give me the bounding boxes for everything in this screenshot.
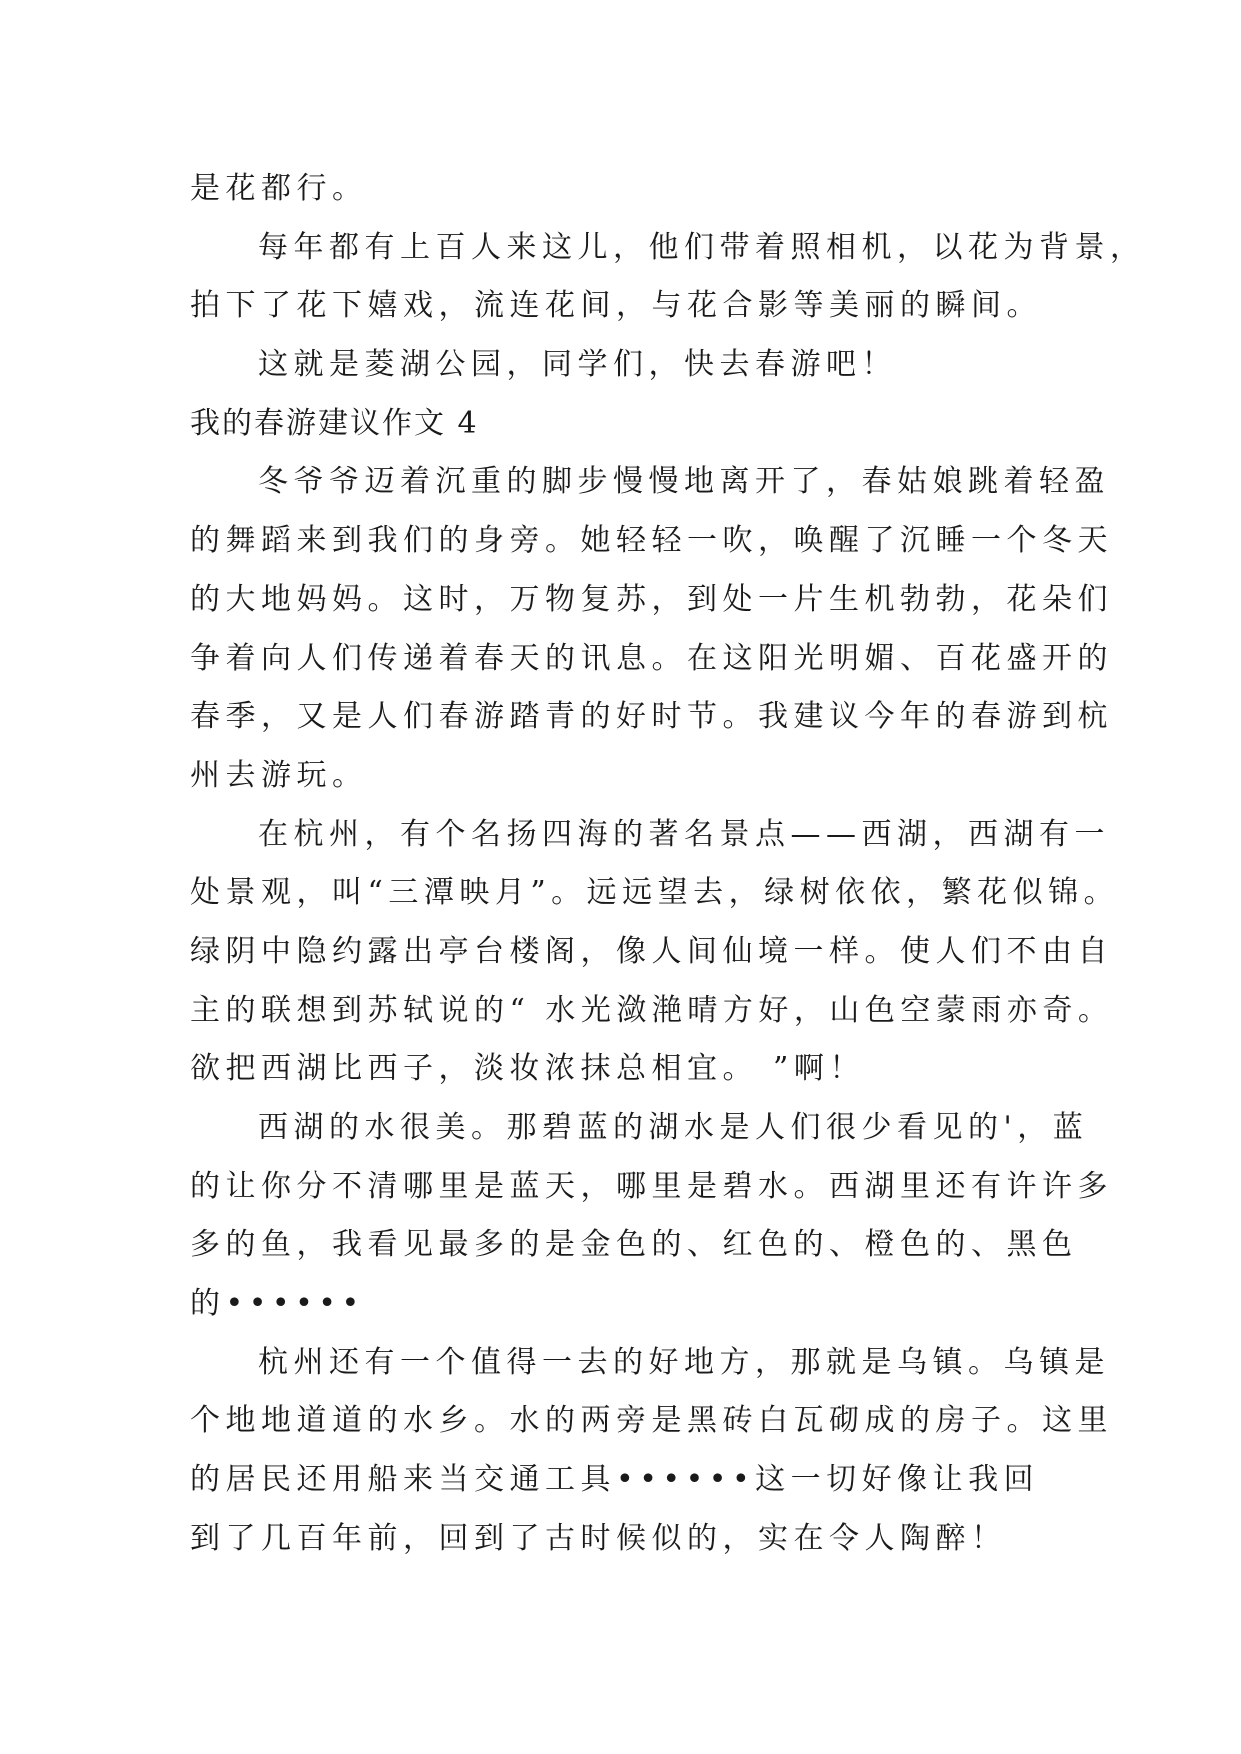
- paragraph-first-line: 在杭州，有个名扬四海的著名景点——西湖，西湖有一: [258, 816, 1110, 852]
- text-line: 是花都行。: [190, 171, 368, 206]
- text-line: 的••••••: [190, 1286, 365, 1322]
- document-page: [190, 160, 1146, 1569]
- paragraph-first-line: 杭州还有一个值得一去的好地方，那就是乌镇。乌镇是: [258, 1344, 1110, 1380]
- text-line: 州去游玩。: [190, 757, 368, 793]
- text-line: 的舞蹈来到我们的身旁。她轻轻一吹，唤醒了沉睡一个冬天: [190, 523, 1113, 559]
- section-heading: 我的春游建议作文 4: [190, 405, 479, 441]
- text-line: 拍下了花下嬉戏，流连花间，与花合影等美丽的瞬间。: [190, 288, 1042, 324]
- text-line: 到了几百年前，回到了古时候似的，实在令人陶醉！: [190, 1520, 1007, 1556]
- text-line: 主的联想到苏轼说的“ 水光潋滟晴方好，山色空蒙雨亦奇。: [190, 992, 1114, 1028]
- text-line: 的让你分不清哪里是蓝天，哪里是碧水。西湖里还有许许多: [190, 1168, 1113, 1204]
- text-line: 欲把西湖比西子，淡妆浓抹总相宜。 ”啊！: [190, 1051, 865, 1087]
- text-line: 多的鱼，我看见最多的是金色的、红色的、橙色的、黑色: [190, 1227, 1078, 1263]
- text-line: 个地地道道的水乡。水的两旁是黑砖白瓦砌成的房子。这里: [190, 1403, 1113, 1439]
- text-line: 的大地妈妈。这时，万物复苏，到处一片生机勃勃，花朵们: [190, 581, 1113, 617]
- text-line: 春季，又是人们春游踏青的好时节。我建议今年的春游到杭: [190, 699, 1113, 735]
- text-line: 的居民还用船来当交通工具••••••这一切好像让我回: [190, 1462, 1040, 1498]
- paragraph-first-line: 每年都有上百人来这儿，他们带着照相机，以花为背景，: [258, 229, 1146, 265]
- paragraph-first-line: 这就是菱湖公园，同学们，快去春游吧！: [258, 347, 897, 383]
- text-line: 绿阴中隐约露出亭台楼阁，像人间仙境一样。使人们不由自: [190, 933, 1113, 969]
- text-line: 争着向人们传递着春天的讯息。在这阳光明媚、百花盛开的: [190, 640, 1113, 676]
- text-line: 处景观，叫“三潭映月”。远远望去，绿树依依，繁花似锦。: [190, 875, 1120, 911]
- paragraph-first-line: 冬爷爷迈着沉重的脚步慢慢地离开了，春姑娘跳着轻盈: [258, 464, 1110, 500]
- paragraph-first-line: 西湖的水很美。那碧蓝的湖水是人们很少看见的'，蓝: [258, 1110, 1089, 1145]
